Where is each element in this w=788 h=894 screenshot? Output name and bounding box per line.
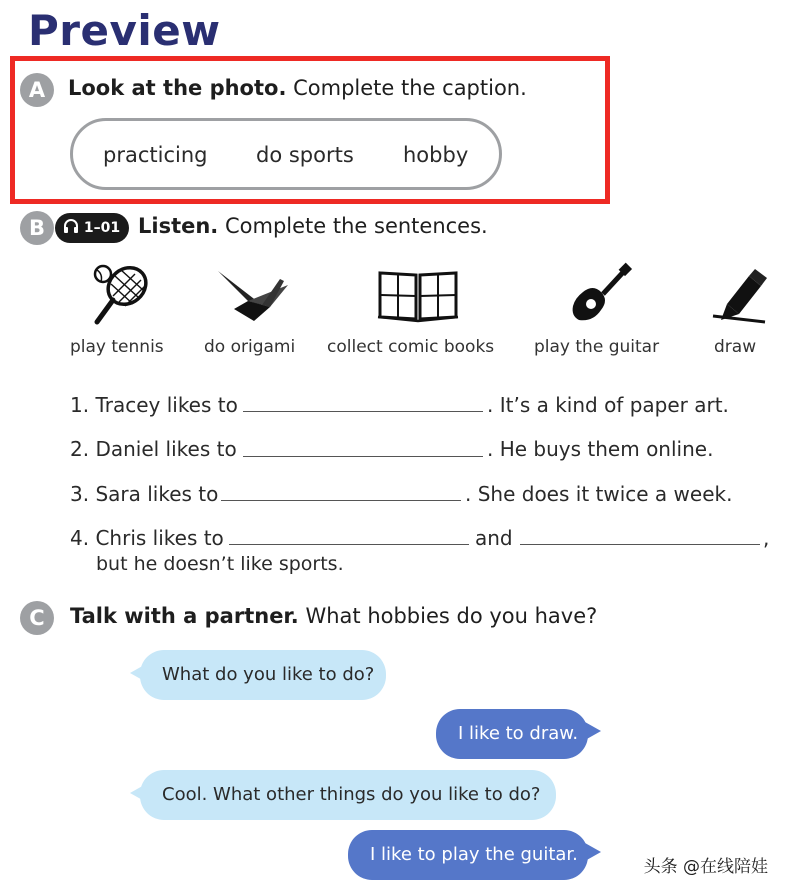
sentence-text: Chris likes to (95, 526, 224, 550)
speech-bubble: I like to draw. (436, 709, 588, 759)
sentence-1 (70, 393, 238, 417)
sentence-text: . He buys them online. (487, 437, 714, 461)
section-c-instruction (70, 604, 597, 628)
speech-bubble: I like to play the guitar. (348, 830, 588, 880)
sentence-text: . She does it twice a week. (465, 482, 733, 506)
origami-crane-icon (213, 260, 293, 330)
section-b-instruction-text: Complete the sentences. (224, 214, 488, 238)
sentence-text: but he doesn’t like sports. (96, 553, 344, 575)
answer-blank[interactable] (520, 544, 760, 545)
word-bank-item: do sports (256, 143, 354, 167)
sentence-text: Tracey likes to (95, 393, 238, 417)
sentence-4 (70, 526, 224, 550)
section-b-instruction (138, 214, 488, 238)
sentence-3 (70, 482, 218, 506)
audio-track-label: 1–01 (83, 220, 121, 236)
sentence-number: 4. (70, 526, 90, 550)
section-a-badge: A (20, 73, 54, 107)
sentence-text: Sara likes to (95, 482, 219, 506)
hobby-label: collect comic books (327, 337, 495, 357)
sentence-number: 2. (70, 437, 90, 461)
speech-bubble: What do you like to do? (140, 650, 386, 700)
hobby-label: draw (714, 337, 757, 357)
answer-blank[interactable] (243, 411, 483, 412)
hobby-label: play tennis (70, 337, 164, 357)
guitar-icon (566, 260, 636, 330)
speech-bubble: Cool. What other things do you like to do? (140, 770, 556, 820)
section-a-instruction-text: Complete the caption. (293, 76, 527, 100)
pencil-icon (708, 260, 770, 330)
section-c-instruction-bold: Talk with a partner. (70, 604, 299, 628)
section-c-badge: C (20, 601, 54, 635)
section-c-instruction-text: What hobbies do you have? (305, 604, 598, 628)
word-bank-item: practicing (103, 143, 208, 167)
sentence-number: 1. (70, 393, 90, 417)
answer-blank[interactable] (229, 544, 469, 545)
hobby-label: play the guitar (534, 337, 660, 357)
audio-track-button[interactable] (55, 213, 129, 243)
word-bank-item: hobby (403, 143, 469, 167)
answer-blank[interactable] (243, 456, 483, 457)
page-title: Preview (28, 6, 221, 55)
sentence-text: Daniel likes to (95, 437, 237, 461)
sentence-text: . It’s a kind of paper art. (487, 393, 729, 417)
section-a-instruction-bold: Look at the photo. (68, 76, 287, 100)
answer-blank[interactable] (221, 500, 461, 501)
sentence-text: and (475, 526, 513, 550)
tennis-racket-icon (85, 260, 155, 330)
watermark: 头条 @在线陪娃 (643, 857, 768, 877)
hobby-label: do origami (204, 337, 296, 357)
headphones-icon (63, 220, 84, 236)
section-a-instruction (68, 76, 527, 100)
section-b-instruction-bold: Listen. (138, 214, 219, 238)
sentence-text: , (763, 526, 770, 550)
sentence-number: 3. (70, 482, 90, 506)
sentence-2 (70, 437, 237, 461)
open-book-icon (375, 260, 461, 330)
section-b-badge: B (20, 211, 54, 245)
